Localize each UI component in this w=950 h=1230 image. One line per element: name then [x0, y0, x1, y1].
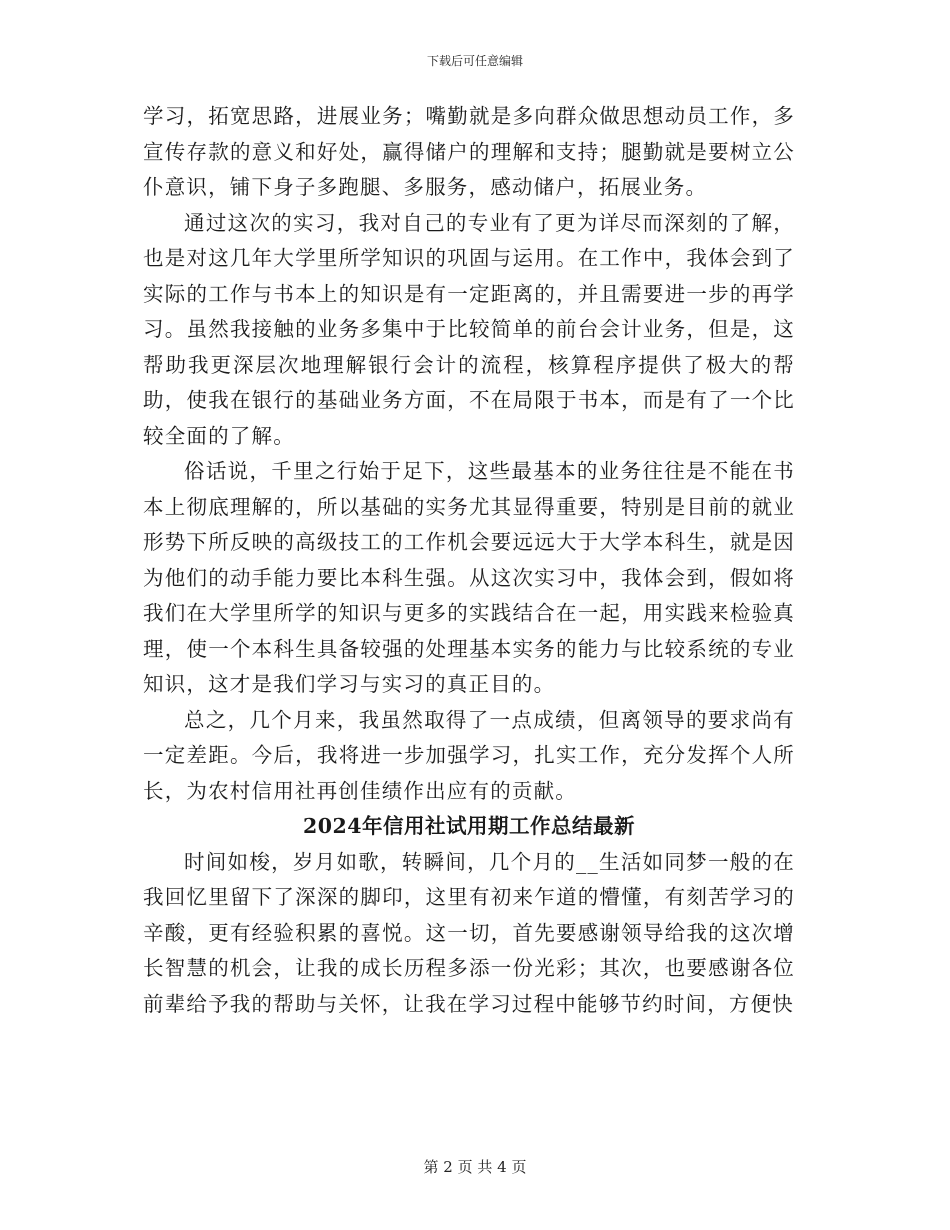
page-header: 下载后可任意编辑	[426, 54, 523, 68]
paragraph-internship-reflection: 通过这次的实习，我对自己的专业有了更为详尽而深刻的了解，也是对这几年大学里所学知识的巩固与运用。在工作中，我体会到了实际的工作与书本上的知识是有一定距离的，并且需要进一步的再学习。虽然我接触的业务多集中于比较简单的前台会计业务，但是，这帮助我更深层次地理解银行会计的流程，核算程序提供了极大的帮助，使我在银行的基础业务方面，不在局限于书本，而是有了一个比较全面的了解。	[143, 210, 795, 448]
paragraph-section-intro: 时间如梭，岁月如歌，转瞬间，几个月的__生活如同梦一般的在我回忆里留下了深深的脚印，这里有初来乍道的懵懂，有刻苦学习的辛酸，更有经验积累的喜悦。这一切，首先要感谢领导给我的这次增长智慧的机会，让我的成长历程多添一份光彩；其次，也要感谢各位前辈给予我的帮助与关怀，让我在学习过程中能够节约时间，方便快	[143, 849, 795, 1016]
section-heading: 2024年信用社试用期工作总结最新	[302, 814, 636, 838]
paragraph-proverb: 俗话说，千里之行始于足下，这些最基本的业务往往是不能在书本上彻底理解的，所以基础的实务尤其显得重要，特别是目前的就业形势下所反映的高级技工的工作机会要远远大于大学本科生，就是因为他们的动手能力要比本科生强。从这次实习中，我体会到，假如将我们在大学里所学的知识与更多的实践结合在一起，用实践来检验真理，使一个本科生具备较强的处理基本实务的能力与比较系统的专业知识，这才是我们学习与实习的真正目的。	[143, 459, 795, 696]
page-footer: 第 2 页 共 4 页	[423, 1158, 527, 1176]
document-body	[143, 99, 795, 1022]
paragraph-conclusion: 总之，几个月来，我虽然取得了一点成绩，但离领导的要求尚有一定差距。今后，我将进一步加强学习，扎实工作，充分发挥个人所长，为农村信用社再创佳绩作出应有的贡献。	[143, 707, 795, 803]
paragraph-continuation: 学习，拓宽思路，进展业务；嘴勤就是多向群众做思想动员工作，多宣传存款的意义和好处，赢得储户的理解和支持；腿勤就是要树立公仆意识，铺下身子多跑腿、多服务，感动储户，拓展业务。	[143, 104, 795, 199]
